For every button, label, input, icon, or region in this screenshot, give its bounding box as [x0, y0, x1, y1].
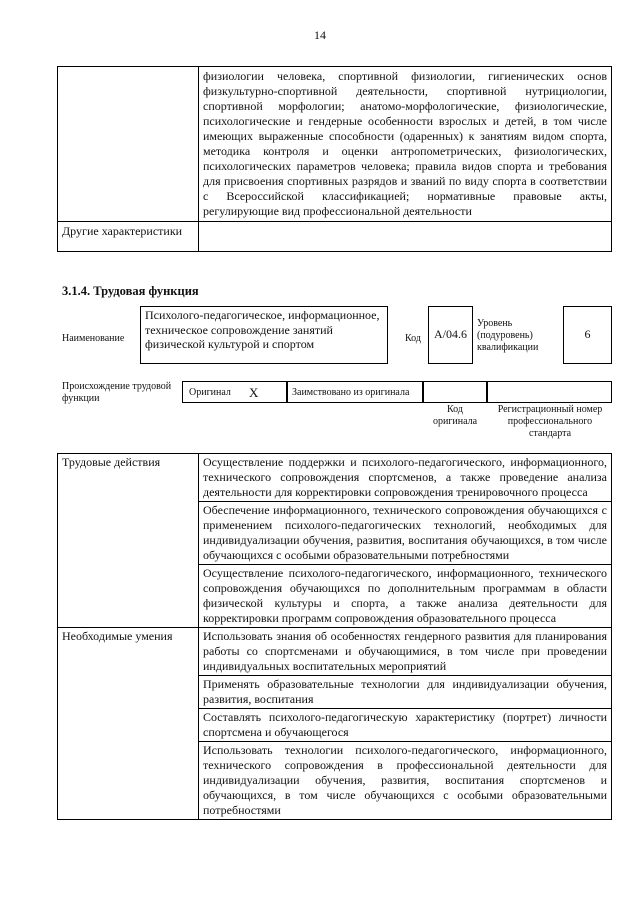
other-characteristics-value: [199, 222, 612, 252]
level-value: 6: [563, 306, 612, 364]
page-number: 14: [314, 28, 326, 42]
skill-item: Использовать знания об особенностях гендерного развития для планирования работы со спортсменами и обучающимися, в том числе при проведении индивидуальных воспитательных мероприятий: [199, 628, 612, 676]
borrowed-cell: [287, 381, 423, 403]
skill-item: Составлять психолого-педагогическую характеристику (портрет) личности спортсмена и обучающегося: [199, 709, 612, 742]
table-row: [58, 222, 612, 252]
original-mark: X: [249, 385, 259, 400]
skill-item: Использовать технологии психолого-педагогического, информационного, технического сопровождения в профессиональной деятельности для индивидуализации обучения, развития, воспитания спортсменов и обучающихся, в том числе обучающихся с особыми образовательными потребностями: [199, 742, 612, 820]
level-label: Уровень (подуровень) квалификации: [477, 318, 539, 353]
original-label: Оригинал: [189, 387, 231, 398]
original-cell: [182, 381, 287, 403]
labor-action-item: Обеспечение информационного, технического сопровождения обучающихся с применением психолого-педагогических технологий, необходимых для индивидуализации обучения, развития, воспитания обучающихся, в том числе обучающихся с особыми образовательными потребностями: [199, 502, 612, 565]
knowledge-continuation-table: [57, 66, 612, 252]
function-name-value: Психолого-педагогическое, информационное, техническое сопровождение занятий физической культурой и спортом: [140, 306, 388, 364]
borrowed-label: Заимствовано из оригинала: [292, 387, 410, 398]
section-title: 3.1.4. Трудовая функция: [62, 284, 199, 298]
table-row: [58, 67, 612, 222]
knowledge-text: физиологии человека, спортивной физиологии, гигиенических основ физкультурно-спортивной деятельности, спортивной нутрициологии, спортивной морфологии; анатомо-морфологические, физиологические, психологические и гендерные особенности взрослых и детей, в том числе имеющих выраженные способности (одаренных) к занятиям видом спорта, методика контроля и оценки антропометрических, физиологических, психологических параметров человека; правила видов спорта и требования для присвоения спортивных разрядов и званий по виду спорта в соответствии с Всероссийской классификацией; нормативные правовые акты, регулирующие вид профессиональной деятельности: [199, 67, 612, 222]
labor-action-item: Осуществление поддержки и психолого-педагогического, информационного, технического сопровождения спортсменов, а также проведение анализа деятельности для корректировки сопровождения тренировочного процесса: [199, 454, 612, 502]
empty-label-cell: [58, 67, 199, 222]
labor-actions-label: Трудовые действия: [58, 454, 199, 628]
labor-action-item: Осуществление психолого-педагогического, информационного, технического сопровождения обучающихся по дополнительным программам в области физической культуры и спорта, а также анализа деятельности для корректировки программ сопровождения образовательного процесса: [199, 565, 612, 628]
reg-number-label: Регистрационный номер профессионального стандарта: [497, 404, 603, 439]
name-label: Наименование: [62, 333, 125, 344]
table-row: [58, 454, 612, 502]
required-skills-label: Необходимые умения: [58, 628, 199, 820]
reg-number-cell: [487, 381, 612, 403]
code-value: A/04.6: [428, 306, 473, 364]
code-original-cell: [423, 381, 487, 403]
code-original-label: Код оригинала: [432, 404, 478, 427]
other-characteristics-label: Другие характеристики: [58, 222, 199, 252]
origin-label: Происхождение трудовой функции: [62, 381, 172, 404]
labor-function-table: [57, 453, 612, 820]
table-row: [58, 628, 612, 676]
code-label: Код: [405, 333, 421, 344]
skill-item: Применять образовательные технологии для индивидуализации обучения, развития, воспитания: [199, 676, 612, 709]
